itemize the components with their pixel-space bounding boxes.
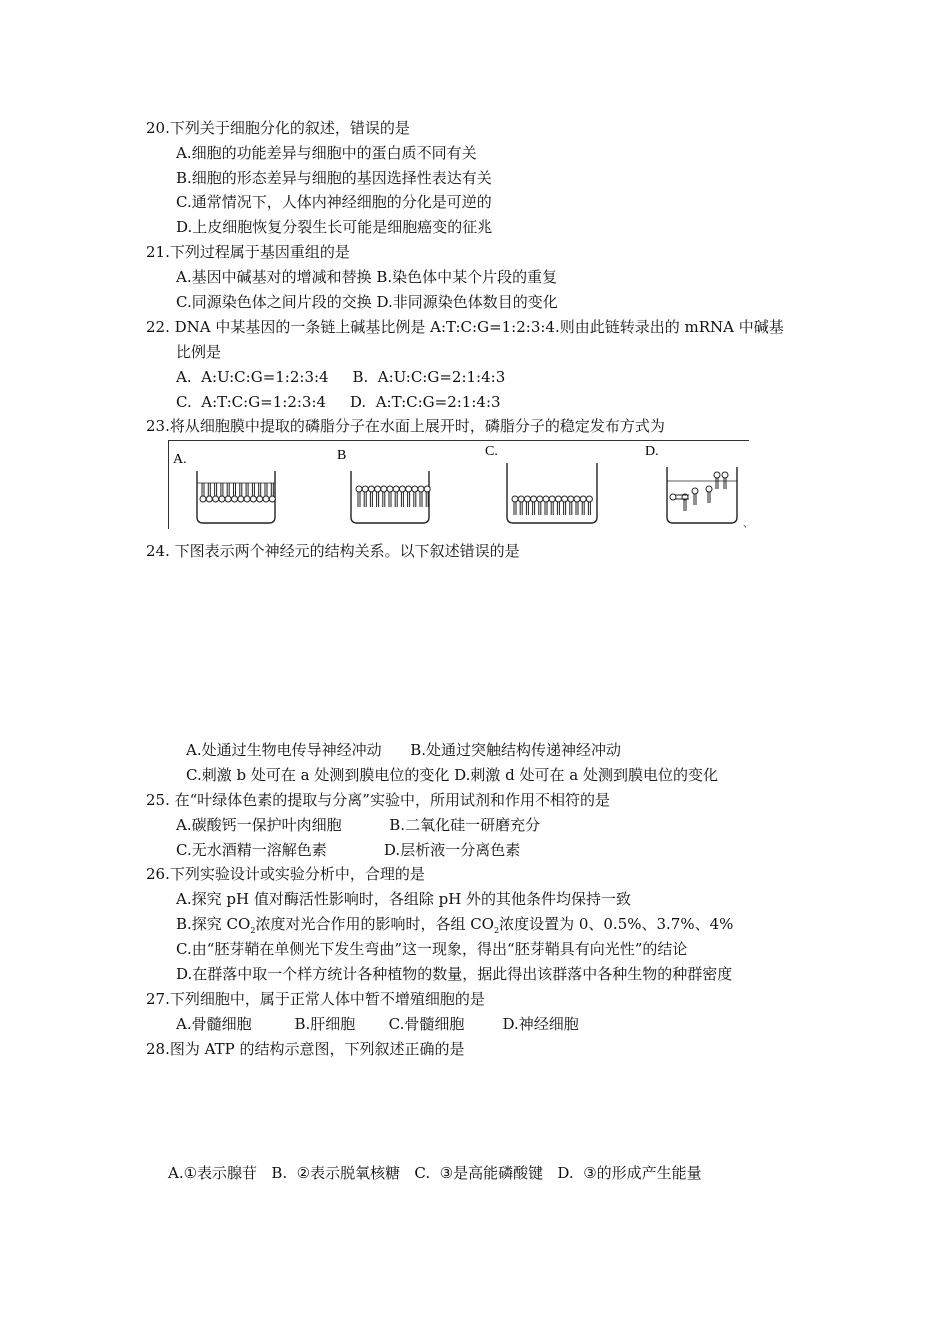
stray-mark: 、 [743,519,753,530]
q20-option-b: B.细胞的形态差异与细胞的基因选择性表达有关 [176,169,492,187]
q20-stem: 20.下列关于细胞分化的叙述，错误的是 [146,119,410,137]
q21-options-cd: C.同源染色体之间片段的交换 D.非同源染色体数目的变化 [176,293,558,311]
phospholipid-layer-a [200,483,275,502]
q24-stem: 24. 下图表示两个神经元的结构关系。以下叙述错误的是 [146,542,520,560]
q23-stem: 23.将从细胞膜中提取的磷脂分子在水面上展开时，磷脂分子的稳定发布方式为 [146,417,665,435]
q24-options-ab: A.处通过生物电传导神经冲动 B.处通过突触结构传递神经冲动 [186,741,622,759]
q24-options-cd: C.刺激 b 处可在 a 处测到膜电位的变化 D.刺激 d 处可在 a 处测到膜电位的变化 [186,766,718,784]
q26-option-a: A.探究 pH 值对酶活性影响时，各组除 pH 外的其他条件均保持一致 [176,890,632,908]
phospholipid-layer-d [670,472,728,511]
q25-options-ab: A.碳酸钙一保护叶肉细胞 B.二氧化硅一研磨充分 [176,816,541,834]
q28-stem: 28.图为 ATP 的结构示意图，下列叙述正确的是 [146,1040,465,1058]
q20-option-c: C.通常情况下，人体内神经细胞的分化是可逆的 [176,193,492,211]
q22-stem: 22. DNA 中某基因的一条链上碱基比例是 A:T:C:G=1:2:3:4.则由此链转录出的 mRNA 中碱基 [146,318,784,336]
q22-stem-cont: 比例是 [176,343,222,361]
q21-options-ab: A.基因中碱基对的增减和替换 B.染色体中某个片段的重复 [176,268,558,286]
q26-stem: 26.下列实验设计或实验分析中，合理的是 [146,865,425,883]
q22-options-cd: C. A:T:C:G=1:2:3:4 D. A:T:C:G=2:1:4:3 [176,393,501,411]
phospholipid-figure [168,440,753,530]
beaker-b [351,471,429,523]
fig-label-a: A. [173,452,187,467]
phospholipid-layer-b [356,486,430,507]
q27-stem: 27.下列细胞中，属于正常人体中暂不增殖细胞的是 [146,990,485,1008]
q20-option-d: D.上皮细胞恢复分裂生长可能是细胞癌变的征兆 [176,218,493,236]
q26-option-c: C.由“胚芽鞘在单侧光下发生弯曲”这一现象，得出“胚芽鞘具有向光性”的结论 [176,940,688,958]
q26-option-d: D.在群落中取一个样方统计各种植物的数量，据此得出该群落中各种生物的种群密度 [176,965,733,983]
q25-options-cd: C.无水酒精一溶解色素 D.层析液一分离色素 [176,841,521,859]
q27-options: A.骨髓细胞 B.肝细胞 C.骨髓细胞 D.神经细胞 [176,1015,579,1033]
q25-stem: 25. 在“叶绿体色素的提取与分离”实验中，所用试剂和作用不相符的是 [146,791,610,809]
fig-label-c: C. [485,444,498,459]
q21-stem: 21.下列过程属于基因重组的是 [146,243,350,261]
phospholipid-layer-c [512,496,592,515]
fig-label-b: B [337,448,347,463]
q20-option-a: A.细胞的功能差异与细胞中的蛋白质不同有关 [176,144,477,162]
q26-option-b: B.探究 $CO_2$浓度对光合作用的影响时，各组 $CO_2$浓度设置为 0、0.5%、3.7%、4% [176,915,734,935]
fig-label-d: D. [645,444,659,459]
q28-options: A.①表示腺苷 B. ②表示脱氧核糖 C. ③是高能磷酸键 D. ③的形成产生能量 [168,1164,702,1182]
q22-options-ab: A. A:U:C:G=1:2:3:4 B. A:U:C:G=2:1:4:3 [176,368,506,386]
